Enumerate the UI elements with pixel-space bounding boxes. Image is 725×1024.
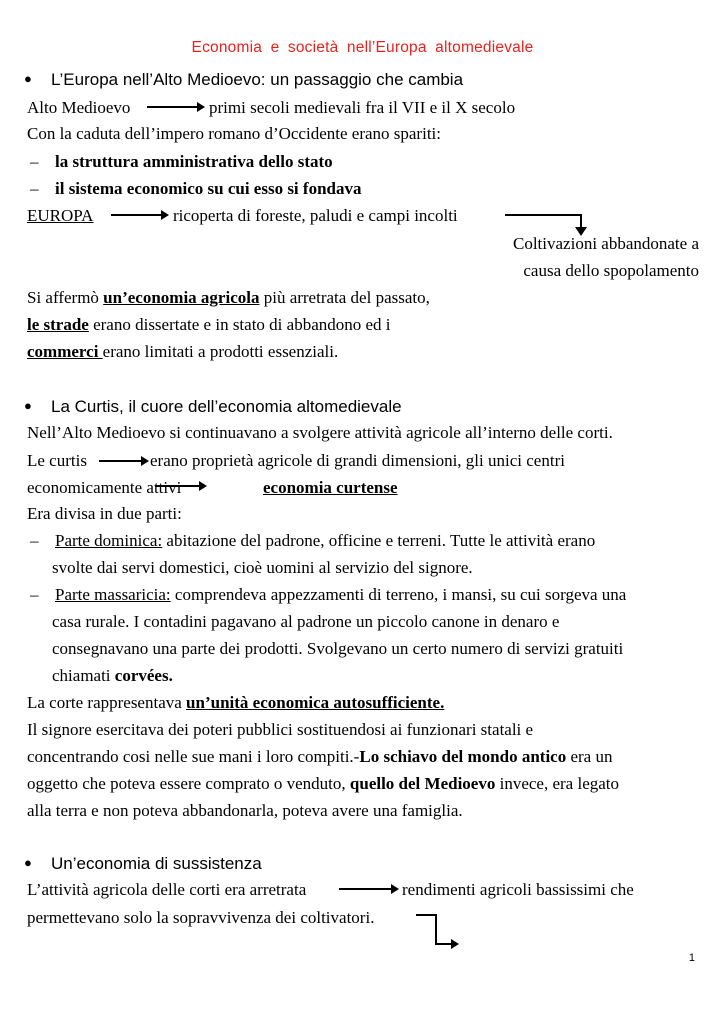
text-line: concentrando cosi nelle sue mani i loro compiti.-Lo schiavo del mondo antico era un [27, 747, 613, 766]
text-line: ricoperta di foreste, paludi e campi incolti [173, 206, 458, 225]
arrow-right-icon [146, 98, 206, 118]
section-heading-curtis: ● La Curtis, il cuore dell’economia altomedievale [24, 397, 402, 416]
arrow-right-icon [154, 477, 210, 497]
text-line: EUROPA [27, 206, 94, 225]
bullet-icon: ● [24, 398, 32, 413]
list-item: – il sistema economico su cui esso si fondava [30, 179, 362, 198]
bullet-icon: ● [24, 71, 32, 86]
page-number: 1 [688, 952, 695, 964]
text-line: Con la caduta dell’impero romano d’Occidente erano spariti: [27, 124, 441, 143]
text-line: Coltivazioni abbandonate a [513, 234, 699, 253]
text-line: alla terra e non poteva abbandonarla, poteva avere una famiglia. [27, 801, 463, 820]
text-line: L’attività agricola delle corti era arretrata [27, 880, 307, 899]
list-item: – Parte massaricia: comprendeva appezzamenti di terreno, i mansi, su cui sorgeva una [30, 585, 627, 604]
section-heading-europa: ● L’Europa nell’Alto Medioevo: un passaggio che cambia [24, 70, 464, 89]
arrow-right-icon [338, 880, 400, 900]
text-line: casa rurale. I contadini pagavano al padrone un piccolo canone in denaro e [52, 612, 560, 631]
text-line: svolte dai servi domestici, cioè uomini al servizio del signore. [52, 558, 473, 577]
text-line: causa dello spopolamento [523, 261, 699, 280]
document-title: Economia e società nell’Europa altomedievale [191, 39, 534, 56]
arrow-right-icon [98, 452, 150, 472]
text-line: permettevano solo la sopravvivenza dei coltivatori. [27, 908, 375, 927]
text-line: primi secoli medievali fra il VII e il X secolo [209, 98, 516, 117]
text-line: Si affermò un’economia agricola più arretrata del passato, [27, 288, 430, 307]
text-line: Alto Medioevo [27, 98, 131, 117]
bullet-icon: ● [24, 855, 32, 870]
section-heading-sussistenza: ● Un’economia di sussistenza [24, 854, 262, 873]
text-line: rendimenti agricoli bassissimi che [402, 880, 634, 899]
arrow-elbow-icon [416, 912, 464, 952]
list-item: – la struttura amministrativa dello stato [30, 152, 333, 171]
text-line: erano proprietà agricole di grandi dimensioni, gli unici centri [150, 451, 565, 470]
text-line: Il signore esercitava dei poteri pubblici sostituendosi ai funzionari statali e [27, 720, 534, 739]
text-line: economicamente attivi [27, 478, 182, 497]
text-line: Era divisa in due parti: [27, 504, 182, 523]
text-line: Le curtis [27, 451, 87, 470]
arrow-right-icon [110, 206, 170, 226]
list-item: – Parte dominica: abitazione del padrone, officine e terreni. Tutte le attività erano [30, 531, 596, 550]
text-line: chiamati corvées. [52, 666, 173, 685]
text-line: economia curtense [263, 478, 398, 497]
text-line: le strade erano dissertate e in stato di abbandono ed i [27, 315, 391, 334]
text-line: Nell’Alto Medioevo si continuavano a svolgere attività agricole all’interno delle corti. [27, 423, 613, 442]
text-line: commerci erano limitati a prodotti essenziali. [27, 342, 339, 361]
text-line: La corte rappresentava un’unità economica autosufficiente. [27, 693, 445, 712]
text-line: consegnavano una parte dei prodotti. Svolgevano un certo numero di servizi gratuiti [52, 639, 624, 658]
text-line: oggetto che poteva essere comprato o venduto, quello del Medioevo invece, era legato [27, 774, 620, 793]
